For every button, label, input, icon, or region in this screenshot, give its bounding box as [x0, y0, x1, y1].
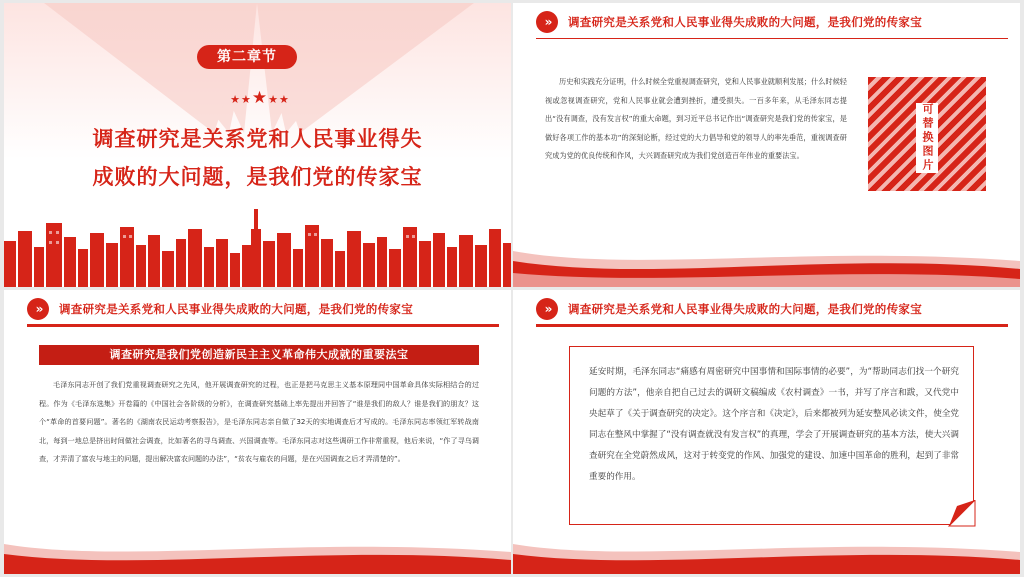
cover-title: [44, 120, 471, 196]
bottom-wave-decoration: [513, 530, 1020, 574]
header-divider: [536, 324, 1008, 327]
large-star: ★: [251, 88, 269, 108]
slide-header-title: 调查研究是关系党和人民事业得失成败的大问题，是我们党的传家宝: [59, 302, 413, 316]
content-slide-history[interactable]: [513, 3, 1020, 287]
cover-title-line1: 调查研究是关系党和人民事业得失: [92, 127, 423, 151]
slide-header-title: 调查研究是关系党和人民事业得失成败的大问题，是我们党的传家宝: [568, 302, 922, 316]
small-stars-right: ★★: [268, 93, 290, 106]
double-chevron-icon: »: [536, 11, 558, 33]
bottom-wave-decoration: [4, 530, 511, 574]
cover-slide[interactable]: [4, 3, 511, 287]
yanan-paragraph: 延安时期，毛泽东同志“痛感有周密研究中国事情和国际事情的必要”，为“帮助同志们找一个研究问题的方法”，他亲自把自己过去的调研文稿编成《农村调查》一书，并写了序言和跋，又代党中央起草了《关于调查研究的决定》。这个序言和《决定》，后来都被列为延安整风必读文件，使全党同志在整风中掌握了“没有调查就没有发言权”的真理，学会了开展调查研究的基本方法，使大兴调查研究在全党蔚然成风，这对于转变党的作风、加强党的建设、加速中国革命的胜利，起到了非常重要的作用。: [589, 367, 959, 482]
content-slide-revolution[interactable]: [4, 290, 511, 574]
bottom-wave-decoration: [513, 243, 1020, 287]
header-divider: [536, 38, 1008, 39]
double-chevron-icon: »: [27, 298, 49, 320]
history-paragraph: 历史和实践充分证明，什么时候全党重视调查研究，党和人民事业就顺利发展；什么时候轻视或忽视调查研究，党和人民事业就会遭到挫折，遭受损失。一百多年来，从毛泽东同志提出“没有调查，没有发言权”的重大命题，到习近平总书记作出“调查研究是我们党的传家宝，是做好各项工作的基本功”的深刻论断，经过党的大力倡导和党的领导人的率先垂范，重视调查研究成为党的优良传统和作风，大兴调查研究成为我们党创造百年伟业的重要法宝。: [545, 77, 847, 160]
chapter-badge: 第二章节: [197, 45, 297, 69]
small-stars-left: ★★: [230, 93, 252, 106]
slide-header-title: 调查研究是关系党和人民事业得失成败的大问题，是我们党的传家宝: [568, 15, 922, 29]
header-divider: [27, 324, 499, 327]
placeholder-label: 可替换图片: [916, 103, 938, 173]
double-chevron-icon: »: [536, 298, 558, 320]
stars-decoration: [220, 90, 300, 106]
section-subheading: 调查研究是我们党创造新民主主义革命伟大成就的重要法宝: [39, 345, 479, 365]
revolution-paragraph: 毛泽东同志开创了我们党重视调查研究之先风，他开展调查研究的过程，也正是把马克思主义基本原理同中国革命具体实际相结合的过程。作为《毛泽东选集》开卷篇的《中国社会各阶级的分析》，在调查研究基础上率先提出并回答了“谁是我们的敌人？谁是我们的朋友？这个“革命的首要问题”。著名的《湖南农民运动考察报告》，是毛泽东同志亲自做了32天的实地调查后才写成的。毛泽东同志率领红军转战南北，每到一地总是挤出时间做社会调查，比如著名的寻乌调查、兴国调查等。毛泽东同志对这些调研工作非常重视，他后来说，“作了寻乌调查，才弄清了富农与地主的问题，提出解决富农问题的办法”，“贫农与雇农的问题，是在兴国调查之后才弄清楚的”。: [39, 380, 479, 463]
folded-corner-decoration: [947, 500, 977, 528]
content-slide-yanan[interactable]: [513, 290, 1020, 574]
city-skyline-decoration: [4, 209, 511, 287]
cover-title-line2: 成败的大问题，是我们党的传家宝: [92, 165, 423, 189]
